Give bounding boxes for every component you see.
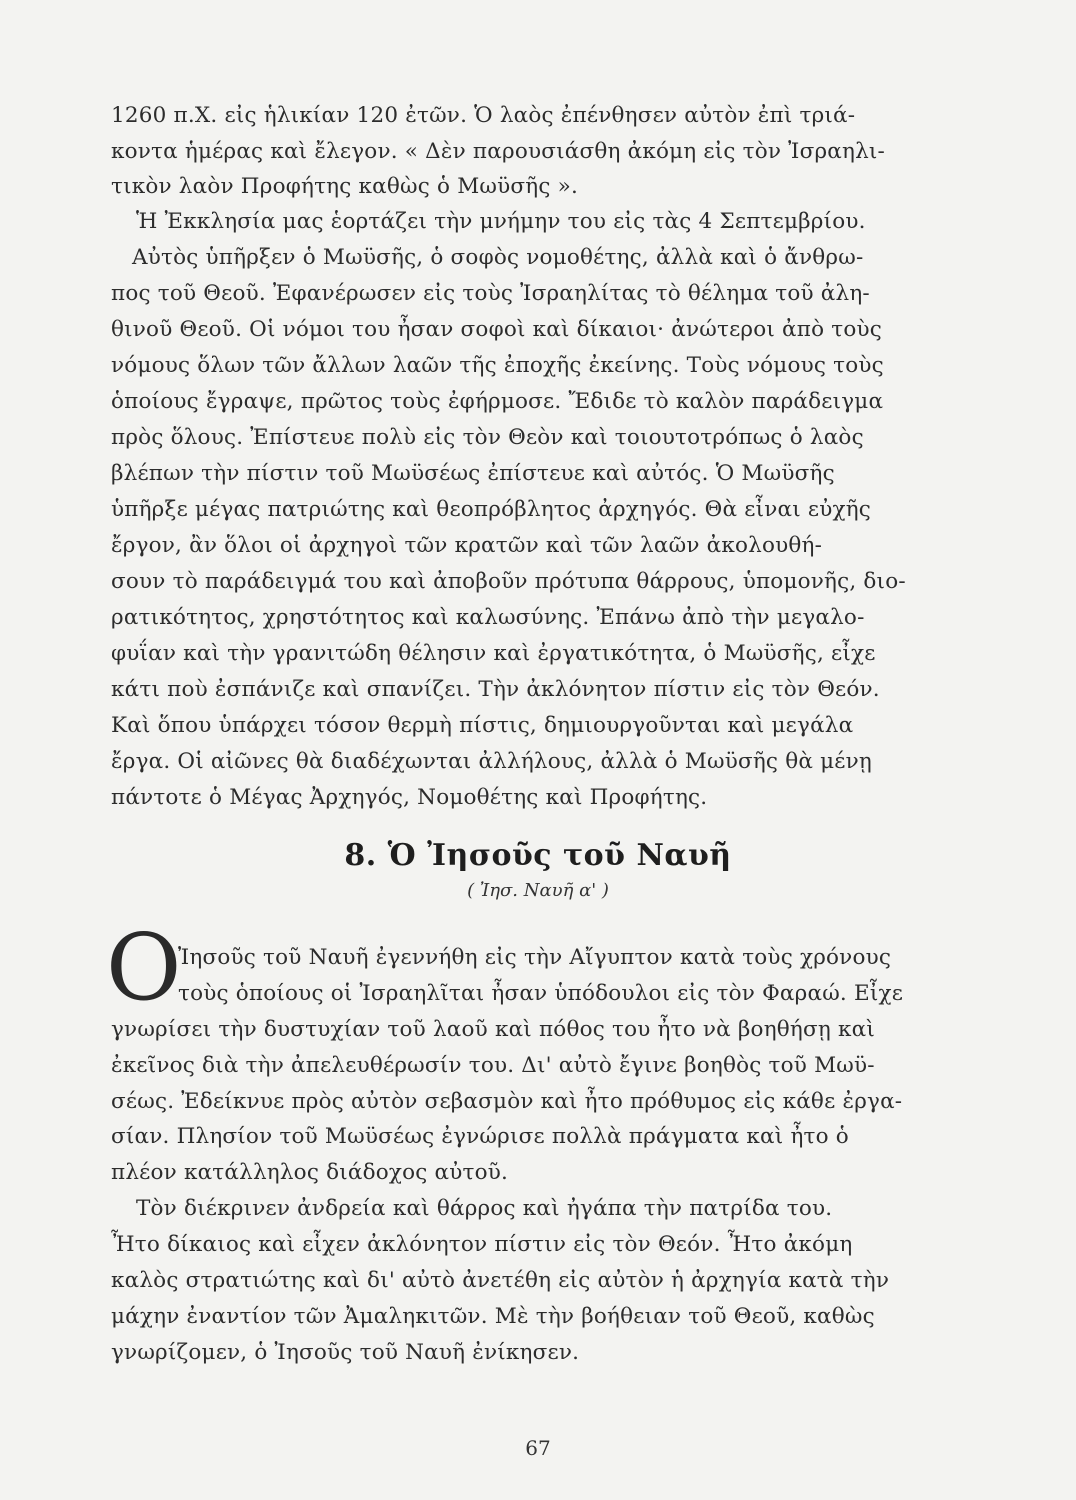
text-line: νόμους ὅλων τῶν ἄλλων λαῶν τῆς ἐποχῆς ἐκείνης. Τοὺς νόμους τοὺς: [111, 353, 884, 378]
text-line: πλέον κατάλληλος διάδοχος αὐτοῦ.: [111, 1160, 509, 1185]
text-line: Ἦτο δίκαιος καὶ εἶχεν ἀκλόνητον πίστιν εἰς τὸν Θεόν. Ἦτο ἀκόμη: [111, 1232, 853, 1257]
text-line: σίαν. Πλησίον τοῦ Μωϋσέως ἐγνώρισε πολλὰ πράγματα καὶ ἦτο ὁ: [111, 1124, 849, 1149]
text-line: πος τοῦ Θεοῦ. Ἐφανέρωσεν εἰς τοὺς Ἰσραηλίτας τὸ θέλημα τοῦ ἀλη-: [111, 281, 870, 306]
text-line: βλέπων τὴν πίστιν τοῦ Μωϋσέως ἐπίστευε καὶ αὐτός. Ὁ Μωϋσῆς: [111, 461, 835, 486]
text-line: Τὸν διέκρινεν ἀνδρεία καὶ θάρρος καὶ ἠγάπα τὴν πατρίδα του.: [136, 1196, 833, 1221]
text-line: σουν τὸ παράδειγμά του καὶ ἀποβοῦν πρότυπα θάρρους, ὑπομονῆς, διο-: [111, 569, 906, 594]
text-line: πάντοτε ὁ Μέγας Ἀρχηγός, Νομοθέτης καὶ Προφήτης.: [111, 785, 708, 810]
text-line: Αὐτὸς ὑπῆρξεν ὁ Μωϋσῆς, ὁ σοφὸς νομοθέτης, ἀλλὰ καὶ ὁ ἄνθρω-: [132, 245, 864, 270]
text-line: ἐκεῖνος διὰ τὴν ἀπελευθέρωσίν του. Δι' αὐτὸ ἔγινε βοηθὸς τοῦ Μωϋ-: [111, 1053, 875, 1078]
section-reference: ( Ἰησ. Ναυῆ α' ): [467, 880, 609, 901]
text-line: πρὸς ὅλους. Ἐπίστευε πολὺ εἰς τὸν Θεὸν καὶ τοιουτοτρόπως ὁ λαὸς: [111, 425, 864, 450]
section-heading: 8. Ὁ Ἰησοῦς τοῦ Ναυῆ: [344, 838, 732, 873]
text-line: κοντα ἡμέρας καὶ ἔλεγον. « Δὲν παρουσιάσθη ἀκόμη εἰς τὸν Ἰσραηλι-: [111, 139, 886, 164]
text-line: σέως. Ἐδείκνυε πρὸς αὐτὸν σεβασμὸν καὶ ἦτο πρόθυμος εἰς κάθε ἐργα-: [111, 1089, 903, 1114]
text-line: τοὺς ὁποίους οἱ Ἰσραηλῖται ἦσαν ὑπόδουλοι εἰς τὸν Φαραώ. Εἶχε: [178, 981, 904, 1006]
text-line: γνωρίσει τὴν δυστυχίαν τοῦ λαοῦ καὶ πόθος του ἦτο νὰ βοηθήσῃ καὶ: [111, 1017, 875, 1042]
text-line: ἔργα. Οἱ αἰῶνες θὰ διαδέχωνται ἀλλήλους, ἀλλὰ ὁ Μωϋσῆς θὰ μένῃ: [111, 749, 872, 774]
text-line: καλὸς στρατιώτης καὶ δι' αὐτὸ ἀνετέθη εἰς αὐτὸν ἡ ἀρχηγία κατὰ τὴν: [111, 1268, 890, 1293]
page-number: 67: [525, 1436, 551, 1460]
text-line: τικὸν λαὸν Προφήτης καθὼς ὁ Μωϋσῆς ».: [111, 174, 579, 199]
text-line: ἔργον, ἂν ὅλοι οἱ ἀρχηγοὶ τῶν κρατῶν καὶ τῶν λαῶν ἀκολουθή-: [111, 533, 823, 558]
text-line: φυΐαν καὶ τὴν γρανιτώδη θέλησιν καὶ ἐργατικότητα, ὁ Μωϋσῆς, εἶχε: [111, 641, 876, 666]
text-line: θινοῦ Θεοῦ. Οἱ νόμοι του ἦσαν σοφοὶ καὶ δίκαιοι· ἀνώτεροι ἀπὸ τοὺς: [111, 317, 883, 342]
text-line: ὑπῆρξε μέγας πατριώτης καὶ θεοπρόβλητος ἀρχηγός. Θὰ εἶναι εὐχῆς: [111, 497, 872, 522]
text-line: 1260 π.Χ. εἰς ἡλικίαν 120 ἐτῶν. Ὁ λαὸς ἐπένθησεν αὐτὸν ἐπὶ τριά-: [111, 103, 856, 128]
text-line: Ἰησοῦς τοῦ Ναυῆ ἐγεννήθη εἰς τὴν Αἴγυπτον κατὰ τοὺς χρόνους: [178, 945, 892, 970]
text-line: Ἡ Ἐκκλησία μας ἑορτάζει τὴν μνήμην του εἰς τὰς 4 Σεπτεμβρίου.: [136, 209, 866, 234]
text-line: ὁποίους ἔγραψε, πρῶτος τοὺς ἐφήρμοσε. Ἔδιδε τὸ καλὸν παράδειγμα: [111, 389, 884, 414]
text-line: κάτι ποὺ ἐσπάνιζε καὶ σπανίζει. Τὴν ἀκλόνητον πίστιν εἰς τὸν Θεόν.: [111, 677, 880, 702]
text-line: μάχην ἐναντίον τῶν Ἀμαληκιτῶν. Μὲ τὴν βοήθειαν τοῦ Θεοῦ, καθὼς: [111, 1304, 875, 1329]
text-line: γνωρίζομεν, ὁ Ἰησοῦς τοῦ Ναυῆ ἐνίκησεν.: [111, 1340, 580, 1365]
drop-cap: Ο: [106, 914, 182, 1021]
text-line: ρατικότητος, χρηστότητος καὶ καλωσύνης. Ἐπάνω ἀπὸ τὴν μεγαλο-: [111, 605, 865, 630]
text-line: Καὶ ὅπου ὑπάρχει τόσον θερμὴ πίστις, δημιουργοῦνται καὶ μεγάλα: [111, 713, 854, 738]
